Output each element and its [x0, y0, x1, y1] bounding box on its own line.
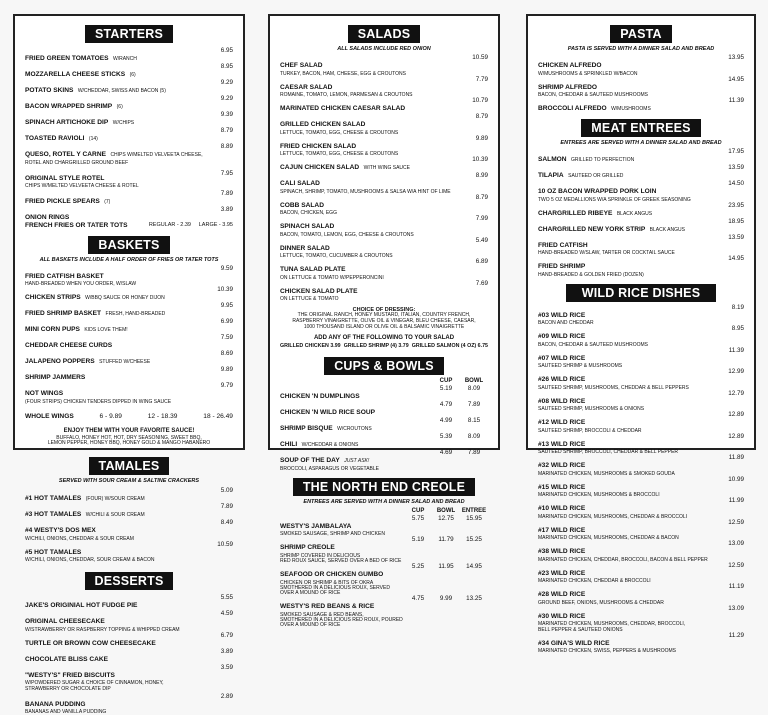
meat-note: ENTREES ARE SERVED WITH A DINNER SALAD AND BREAD	[560, 140, 722, 146]
menu-item: CAJUN CHICKEN SALAD WITH WING SAUCE 10.39	[280, 156, 488, 171]
menu-item: WESTY'S RED BEANS & RICE SMOKED SAUSAGE & RED BEANS, SMOTHERED IN A DELICIOUS RED ROUX, POURED OVER A MOUND OF RICE 4.75 9.99 13.25	[280, 595, 482, 629]
creole-note: ENTREES ARE SERVED WITH A DINNER SALAD AND BREAD	[303, 498, 465, 505]
section-header-wild-rice: WILD RICE DISHES	[538, 284, 744, 302]
menu-item: CHEDDAR CHEESE CURDS 7.59	[25, 334, 233, 350]
menu-item: SHRIMP CREOLE SHRIMP COVERED IN DELICIOUS RED ROUX SAUCE, SERVED OVER A BED OF RICE 5.19 11.79 15.25	[280, 536, 482, 565]
menu-item: NOT WINGS (FOUR STRIPS) CHICKEN TENDERS DIPPED IN WING SAUCE 9.79	[25, 382, 233, 405]
menu-item: CALI SALAD SPINACH, SHRIMP, TOMATO, MUSHROOMS & SALSA W/A HINT OF LIME 8.99	[280, 172, 488, 195]
dressing-title: CHOICE OF DRESSING:	[352, 307, 416, 313]
menu-item: SHRIMP ALFREDO BACON, CHEDDAR & SAUTEED MUSHROOMS 14.95	[538, 75, 744, 98]
menu-item: TILAPIA SAUTEED OR GRILLED 13.59	[538, 164, 744, 179]
menu-item: ONION RINGS 3.89	[25, 206, 233, 221]
menu-item: #08 WILD RICE SAUTEED SHRIMP, MUSHROOMS & ONIONS 12.79	[538, 389, 744, 412]
tamales-list	[25, 488, 233, 563]
menu-item: CHICKEN STRIPS W/BBQ SAUCE OR HONEY DIJON 10.39	[25, 286, 233, 302]
cups-bowls-list	[280, 386, 488, 472]
desserts-list	[25, 595, 233, 715]
dressing-line: THE ORIGINAL RANCH, HONEY MUSTARD, ITALIAN, COUNTRY FRENCH,	[297, 312, 471, 318]
menu-item: #09 WILD RICE BACON, CHEDDAR & SAUTEED MUSHROOMS 8.95	[538, 325, 744, 348]
menu-item: CHICKEN ALFREDO W/MUSHROOMS & SPRINKLED W/BACON 13.95	[538, 54, 744, 77]
section-header-tamales: TAMALES	[25, 457, 233, 475]
menu-item: #3 HOT TAMALES W/CHILI & SOUR CREAM 7.89	[25, 503, 233, 519]
menu-item: #03 WILD RICE BACON AND CHEDDAR 8.19	[538, 303, 744, 326]
menu-item: FRIED CATFISH BASKET HAND-BREADED WHEN YOU ORDER, W/SLAW 9.59	[25, 264, 233, 288]
salads-note: ALL SALADS INCLUDE RED ONION	[337, 46, 431, 52]
section-header-creole: THE NORTH END CREOLE	[280, 478, 488, 496]
pasta-list	[538, 55, 744, 114]
menu-item: #07 WILD RICE SAUTEED SHRIMP & MUSHROOMS 11.39	[538, 346, 744, 369]
menu-item: CHARGRILLED NEW YORK STRIP BLACK ANGUS 18.95	[538, 217, 744, 233]
menu-panel-middle	[268, 14, 500, 629]
baskets-note: ALL BASKETS INCLUDE A HALF ORDER OF FRIES OR TATER TOTS	[39, 256, 219, 263]
menu-item: SOUP OF THE DAY JUST ASK! BROCCOLI, ASPARAGUS OR VEGETABLE 4.69 7.89	[280, 449, 481, 472]
menu-item: #5 HOT TAMALES W/CHILI, ONIONS, CHEDDAR, SOUR CREAM & BACON 10.59	[25, 540, 233, 564]
menu-item: FRIED SHRIMP HAND-BREADED & GOLDEN FRIED (DOZEN) 14.95	[538, 255, 744, 278]
menu-item: GRILLED CHICKEN SALAD LETTUCE, TOMATO, EGG, CHEESE & CROUTONS 8.79	[280, 113, 488, 136]
menu-item: #26 WILD RICE SAUTEED SHRIMP, MUSHROOMS, CHEDDAR & BELL PEPPERS 12.99	[538, 368, 744, 391]
menu-item: TOASTED RAVIOLI (14) 8.79	[25, 127, 233, 142]
menu-panel-left	[13, 14, 245, 715]
menu-item: CHICKEN 'N WILD RICE SOUP 4.79 7.89	[280, 401, 481, 417]
section-header-baskets: BASKETS	[25, 236, 233, 254]
creole-column-headers: CUP BOWL ENTREE	[411, 507, 487, 514]
section-header-desserts: DESSERTS	[25, 572, 233, 590]
menu-item: BROCCOLI ALFREDO W/MUSHROOMS 11.39	[538, 97, 744, 112]
menu-item: CAESAR SALAD ROMAINE, TOMATO, LEMON, PARMESAN & CROUTONS 7.79	[280, 75, 488, 98]
menu-item: WESTY'S JAMBALAYA SMOKED SAUSAGE, SHRIMP AND CHICKEN 5.75 12.75 15.95	[280, 514, 482, 538]
whole-wings-row: WHOLE WINGS 6 - 9.89 12 - 18.39 18 - 26.49	[25, 412, 233, 420]
menu-item: #12 WILD RICE SAUTEED SHRIMP, BROCCOLI & CHEDDAR 12.89	[538, 411, 744, 434]
menu-item: QUESO, ROTEL Y CARNE CHIPS W/MELTED VELVEETA CHEESE, ROTEL AND CHARGRILLED GROUND BEEF 8.89	[25, 143, 233, 166]
menu-panel-right	[526, 14, 756, 654]
menu-item: "WESTY'S" FRIED BISCUITS W/POWDERED SUGAR & CHOICE OF CINNAMON, HONEY, STRAWBERRY OR CHOCOLATE DIP 3.59	[25, 663, 233, 692]
menu-item: FRIED CATFISH HAND-BREADED W/SLAW, TARTER OR COCKTAIL SAUCE 13.59	[538, 233, 744, 256]
sauce-line: BUFFALO, HONEY HOT, HOT, DRY SEASONING, SWEET BBQ,	[56, 434, 202, 441]
menu-item: #38 WILD RICE MARINATED CHICKEN, CHEDDAR, BROCCOLI, BACON & BELL PEPPER 13.09	[538, 540, 744, 563]
section-header-pasta: PASTA	[538, 25, 744, 43]
menu-item: FRIED PICKLE SPEARS (7) 7.89	[25, 190, 233, 205]
menu-item: POTATO SKINS W/CHEDDAR, SWISS AND BACON (5) 9.29	[25, 79, 233, 94]
menu-item: SEAFOOD OR CHICKEN GUMBO CHICKEN OR SHRIMP & BITS OF OKRA SMOTHERED IN A DELICIOUS ROUX, SERVED OVER A MOUND OF RICE 5.25 11.95 14.95	[280, 563, 482, 597]
menu-item: MOZZARELLA CHEESE STICKS (6) 8.95	[25, 63, 233, 78]
menu-item: SPINACH ARTICHOKE DIP W/CHIPS 9.39	[25, 111, 233, 126]
menu-item: CHILI W/CHEDDAR & ONIONS 5.39 8.09	[280, 433, 481, 449]
menu-item: FRIED SHRIMP BASKET FRESH, HAND-BREADED 9.95	[25, 302, 233, 318]
menu-item: COBB SALAD BACON, CHICKEN, EGG 8.79	[280, 193, 488, 216]
menu-item: CHEF SALAD TURKEY, BACON, HAM, CHEESE, EGG & CROUTONS 10.59	[280, 54, 488, 77]
menu-item: CHICKEN 'N DUMPLINGS 5.19 8.09	[280, 385, 481, 401]
section-header-cups-bowls: CUPS & BOWLS	[280, 357, 488, 375]
section-header-starters: STARTERS	[25, 25, 233, 43]
menu-item: #17 WILD RICE MARINATED CHICKEN, MUSHROOMS, CHEDDAR & BACON 12.59	[538, 518, 744, 541]
menu-item: TURTLE OR BROWN COW CHEESECAKE 6.79	[25, 631, 233, 647]
menu-item: SHRIMP BISQUE W/CROUTONS 4.99 8.15	[280, 417, 481, 433]
menu-item: SHRIMP JAMMERS 9.89	[25, 366, 233, 382]
menu-item: #30 WILD RICE MARINATED CHICKEN, MUSHROOMS, CHEDDAR, BROCCOLI, BELL PEPPER & SAUTEED ONIONS 13.09	[538, 604, 744, 633]
meat-list	[538, 149, 744, 278]
sauce-title: ENJOY THEM WITH YOUR FAVORITE SAUCE!	[63, 427, 195, 434]
section-header-salads: SALADS	[280, 25, 488, 43]
add-to-salad-options: GRILLED CHICKEN 3.99 GRILLED SHRIMP (4) 3.79 GRILLED SALMON (4 OZ) 6.75	[280, 343, 488, 350]
menu-item: #23 WILD RICE MARINATED CHICKEN, CHEDDAR & BROCCOLI 12.59	[538, 561, 744, 584]
menu-item: MINI CORN PUPS KIDS LOVE THEM! 6.99	[25, 318, 233, 334]
menu-item: CHARGRILLED RIBEYE BLACK ANGUS 23.95	[538, 201, 744, 217]
pasta-note: PASTA IS SERVED WITH A DINNER SALAD AND BREAD	[567, 46, 715, 52]
menu-item: #13 WILD RICE SAUTEED SHRIMP, BROCCOLI, CHEDDAR & BELL PEPPER 12.89	[538, 432, 744, 455]
baskets-list	[25, 266, 233, 405]
section-header-meat-entrees: MEAT ENTREES	[538, 119, 744, 137]
menu-item: #32 WILD RICE MARINATED CHICKEN, MUSHROOMS & SMOKED GOUDA 11.89	[538, 454, 744, 477]
menu-item: TUNA SALAD PLATE ON LETTUCE & TOMATO W/PEPPERONCINI 6.89	[280, 258, 488, 281]
menu-item: JALAPENO POPPERS STUFFED W/CHEESE 8.69	[25, 350, 233, 366]
menu-item: FRIED GREEN TOMATOES W/RANCH 6.95	[25, 47, 233, 62]
cups-bowls-column-headers: CUP BOWL	[439, 378, 484, 385]
add-to-salad-title: ADD ANY OF THE FOLLOWING TO YOUR SALAD	[313, 335, 455, 342]
salads-list	[280, 55, 488, 302]
menu-item: MARINATED CHICKEN CAESAR SALAD 10.79	[280, 97, 488, 112]
menu-item: FRIED CHICKEN SALAD LETTUCE, TOMATO, EGG, CHEESE & CROUTONS 9.89	[280, 134, 488, 157]
menu-item: DINNER SALAD LETTUCE, TOMATO, CUCUMBER & CROUTONS 5.49	[280, 236, 488, 259]
menu-item: #10 WILD RICE MARINATED CHICKEN, MUSHROOMS, CHEDDAR & BROCCOLI 11.99	[538, 497, 744, 520]
menu-item: #1 HOT TAMALES (FOUR) W/SOUR CREAM 5.09	[25, 487, 233, 503]
menu-item: ORIGINAL CHEESECAKE W/STRAWBERRY OR RASPBERRY TOPPING & WHIPPED CREAM 4.59	[25, 610, 233, 633]
menu-item: CHICKEN SALAD PLATE ON LETTUCE & TOMATO 7.69	[280, 279, 488, 302]
menu-item: SPINACH SALAD BACON, TOMATO, LEMON, EGG, CHEESE & CROUTONS 7.99	[280, 215, 488, 238]
menu-item: 10 OZ BACON WRAPPED PORK LOIN TWO 5 OZ MEDALLIONS W/A SPRINKLE OF GREEK SEASONING 14.50	[538, 180, 744, 203]
menu-item: BACON WRAPPED SHRIMP (6) 9.29	[25, 95, 233, 110]
menu-item-fries: FRENCH FRIES OR TATER TOTS REGULAR - 2.39 LARGE - 3.95	[25, 222, 233, 229]
sauce-line: LEMON PEPPER, HONEY BBQ, HONEY GOLD & MANGO HABANERO	[47, 440, 211, 447]
dressing-line: 1000 THOUSAND ISLAND OR OLIVE OIL & BALSAMIC VINAIGRETTE	[303, 323, 465, 330]
menu-item: BANANA PUDDING BANANAS AND VANILLA PUDDING 2.89	[25, 692, 233, 715]
menu-item: #4 WESTY'S DOS MEX W/CHILI, ONIONS, CHEDDAR & SOUR CREAM 8.49	[25, 519, 233, 542]
dressing-line: RASPBERRY VINAIGRETTE, OLIVE OIL & VINEGAR, BLEU CHEESE, CAESAR,	[292, 317, 476, 324]
wild-rice-list	[538, 305, 744, 655]
menu-item: ORIGINAL STYLE ROTEL CHIPS W/MELTED VELVEETA CHEESE & ROTEL 7.95	[25, 169, 233, 189]
starters-list	[25, 48, 233, 230]
menu-item: #28 WILD RICE GROUND BEEF, ONIONS, MUSHROOMS & CHEDDAR 11.19	[538, 583, 744, 606]
menu-item: #15 WILD RICE MARINATED CHICKEN, MUSHROOMS & BROCCOLI 10.99	[538, 475, 744, 498]
tamales-note: SERVED WITH SOUR CREAM & SALTINE CRACKERS	[58, 478, 200, 485]
creole-list	[280, 516, 488, 629]
menu-item: CHOCOLATE BLISS CAKE 3.89	[25, 647, 233, 663]
menu-item: SALMON GRILLED TO PERFECTION 17.95	[538, 148, 744, 163]
menu-item: JAKE'S ORIGINIAL HOT FUDGE PIE 5.55	[25, 594, 233, 610]
menu-item: #34 GINA'S WILD RICE MARINATED CHICKEN, SWISS, PEPPERS & MUSHROOMS 11.29	[538, 631, 744, 654]
